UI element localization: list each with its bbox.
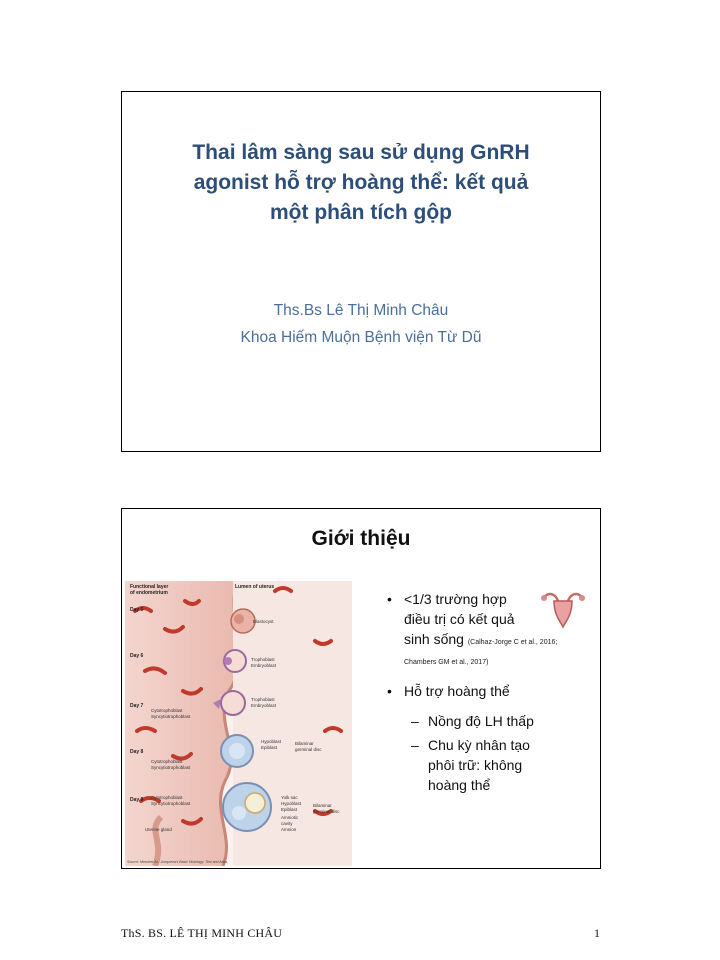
sub-line: Nồng độ LH thấp <box>428 713 534 729</box>
label-bilaminar: Bilaminar <box>313 803 332 808</box>
label-syncytiotrophoblast: Syncytiotrophoblast <box>151 801 191 806</box>
label-trophoblast: Trophoblast <box>251 697 275 702</box>
sub-line: phôi trữ: không <box>428 757 523 773</box>
label-syncytiotrophoblast: Syncytiotrophoblast <box>151 714 191 719</box>
bullet-line: sinh sống <box>404 631 464 647</box>
title-line: một phân tích gộp <box>270 201 452 224</box>
label-yolk-sac: Yolk sac <box>281 795 298 800</box>
page-number: 1 <box>594 926 600 940</box>
author-block <box>142 297 580 351</box>
intro-slide <box>121 508 601 869</box>
label-amniotic: Amniotic <box>281 815 299 820</box>
bullet-symbol: • <box>387 591 392 607</box>
implantation-diagram <box>125 581 352 866</box>
label-lumen: Lumen of uterus <box>235 584 275 590</box>
sub-item <box>384 735 584 795</box>
bullet-item <box>384 681 584 701</box>
day-label: Day 9 <box>130 797 144 803</box>
day-label: Day 8 <box>130 749 144 755</box>
label-cytotrophoblast: Cytotrophoblast <box>151 759 183 764</box>
bullet-line: điều trị có kết quả <box>404 611 515 627</box>
label-cavity: cavity <box>281 821 293 826</box>
label-germinal-disc: germinal disc <box>313 809 340 814</box>
dash-symbol: – <box>411 737 419 753</box>
bullet-list <box>384 589 584 799</box>
label-embryoblast: Embryoblast <box>251 663 277 668</box>
label-amnion: Amnion <box>281 827 297 832</box>
label-cytotrophoblast: Cytotrophoblast <box>151 795 183 800</box>
label-epiblast: Epiblast <box>261 745 278 750</box>
presentation-title <box>142 138 580 228</box>
day-label: Day 7 <box>130 703 144 709</box>
slide-heading: Giới thiệu <box>311 527 411 550</box>
label-endometrium: of endometrium <box>130 590 168 596</box>
title-line: Thai lâm sàng sau sử dụng GnRH <box>192 141 530 164</box>
author-affiliation: Khoa Hiếm Muộn Bệnh viện Từ Dũ <box>240 329 482 346</box>
label-uterine-gland: Uterine gland <box>145 827 172 832</box>
citation: (Calhaz-Jorge C et al., 2016; Chambers GM et al., 2017) <box>404 639 558 666</box>
dash-symbol: – <box>411 713 419 729</box>
sub-line: Chu kỳ nhân tạo <box>428 737 530 753</box>
label-cytotrophoblast: Cytotrophoblast <box>151 708 183 713</box>
label-blastocyst: Blastocyst <box>253 619 274 624</box>
title-slide <box>121 91 601 452</box>
day-label: Day 5 <box>130 607 144 613</box>
author-name: Ths.Bs Lê Thị Minh Châu <box>273 302 449 319</box>
label-trophoblast: Trophoblast <box>251 657 275 662</box>
label-hypoblast: Hypoblast <box>281 801 302 806</box>
bullet-line: <1/3 trường hợp <box>404 591 507 607</box>
label-embryoblast: Embryoblast <box>251 703 277 708</box>
label-functional-layer: Functional layer <box>130 584 169 590</box>
sub-line: hoàng thể <box>428 777 491 793</box>
label-germinal-disc: germinal disc <box>295 747 322 752</box>
day-label: Day 6 <box>130 653 144 659</box>
bullet-item <box>384 589 584 669</box>
label-syncytiotrophoblast: Syncytiotrophoblast <box>151 765 191 770</box>
title-line: agonist hỗ trợ hoàng thể: kết quả <box>193 171 529 194</box>
footer-author: ThS. BS. LÊ THỊ MINH CHÂU <box>121 926 283 940</box>
implantation-figure <box>125 581 352 866</box>
figure-source: Source: Mescher AL: Junqueira's Basic Histology: Text and Atlas, <box>127 860 229 864</box>
bullet-line: Hỗ trợ hoàng thể <box>404 683 510 699</box>
sub-item <box>384 711 584 731</box>
label-epiblast: Epiblast <box>281 807 298 812</box>
label-bilaminar: Bilaminar <box>295 741 314 746</box>
label-hypoblast: Hypoblast <box>261 739 282 744</box>
bullet-symbol: • <box>387 683 392 699</box>
